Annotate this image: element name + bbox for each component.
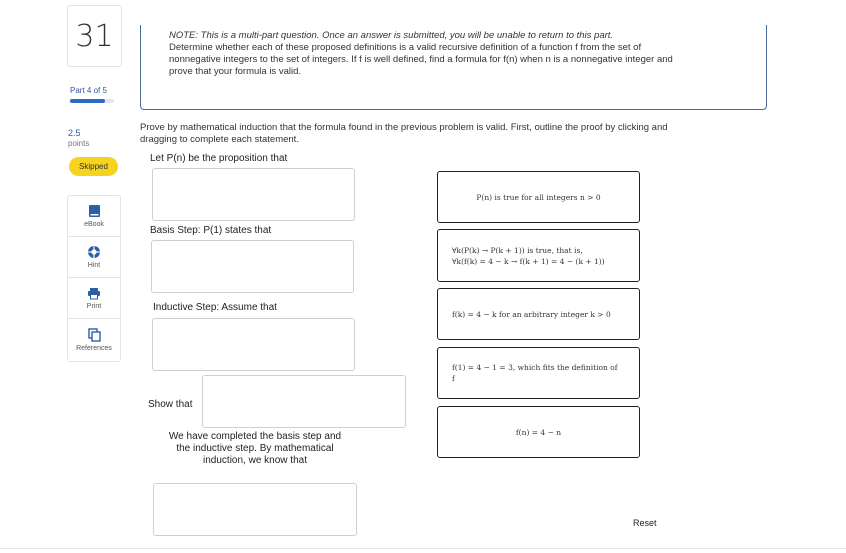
answer-card[interactable] (437, 171, 640, 223)
show-that-label: Show that (148, 399, 193, 410)
answer-card[interactable] (437, 288, 640, 340)
note-line: NOTE: This is a multi-part question. Once an answer is submitted, you will be unable to return to this part. (169, 30, 614, 41)
question-number-box (67, 5, 122, 67)
note-line: Determine whether each of these proposed definitions is a valid recursive definition of a function f from the set of (169, 42, 642, 53)
note-box (140, 25, 767, 110)
part-progress-bar (70, 99, 114, 103)
references-label: References (76, 345, 112, 352)
drop-zone-show[interactable] (202, 375, 406, 428)
conclusion-label: We have completed the basis step and the inductive step. By mathematical induction, we know that (168, 431, 342, 466)
ebook-label: eBook (84, 221, 104, 228)
points-value: 2.5 (68, 128, 81, 138)
book-icon (87, 204, 101, 218)
drop-zone-conclusion[interactable] (153, 483, 357, 536)
inductive-step-label: Inductive Step: Assume that (153, 302, 277, 313)
print-label: Print (86, 303, 102, 310)
lifebuoy-icon (87, 245, 101, 259)
reset-button[interactable]: Reset (633, 518, 657, 528)
drop-zone-proposition[interactable] (152, 168, 355, 221)
basis-step-label: Basis Step: P(1) states that (150, 225, 272, 236)
part-label: Part 4 of 5 (70, 86, 107, 95)
let-p-label: Let P(n) be the proposition that (150, 153, 288, 164)
hint-label: Hint (87, 262, 101, 269)
answer-card-text: P(n) is true for all integers n > 0 (476, 192, 601, 202)
answer-card-line: ∀k(f(k) = 4 − k → f(k + 1) = 4 − (k + 1)) (452, 256, 605, 266)
answer-card-text: f(k) = 4 − k for an arbitrary integer k > 0 (452, 309, 611, 319)
ebook-button[interactable] (68, 196, 120, 237)
answer-card[interactable] (437, 347, 640, 399)
answer-card-line: f (452, 374, 455, 383)
tools-panel (67, 195, 121, 362)
question-number: 31 (75, 18, 114, 54)
printer-icon (87, 286, 101, 300)
references-button[interactable] (68, 319, 120, 361)
instructions-line: dragging to complete each statement. (140, 134, 299, 145)
part-progress-fill (70, 99, 105, 103)
print-button[interactable] (68, 278, 120, 319)
drop-zone-inductive[interactable] (152, 318, 355, 371)
note-line: nonnegative integers to the set of integers. If f is well defined, find a formula for f(n) when n is a nonnegative integer and (169, 54, 673, 65)
answer-card[interactable] (437, 229, 640, 282)
answer-card-text: f(n) = 4 − n (515, 427, 562, 437)
answer-card-text (452, 245, 605, 267)
drop-zone-basis[interactable] (151, 240, 354, 293)
answer-card-text (452, 362, 618, 384)
bottom-divider (0, 548, 846, 549)
instructions (140, 122, 760, 146)
status-badge: Skipped (69, 157, 118, 176)
points-label: points (68, 139, 90, 148)
note-line: prove that your formula is valid. (169, 66, 302, 77)
hint-button[interactable] (68, 237, 120, 278)
answer-card-line: ∀k(P(k) → P(k + 1)) is true, that is, (452, 245, 583, 255)
copy-icon (87, 328, 101, 342)
answer-card[interactable] (437, 406, 640, 458)
instructions-line: Prove by mathematical induction that the formula found in the previous problem is valid. First, outline the proof by clicking and (140, 122, 668, 133)
answer-card-line: f(1) = 4 − 1 = 3, which fits the definition of (452, 363, 618, 372)
